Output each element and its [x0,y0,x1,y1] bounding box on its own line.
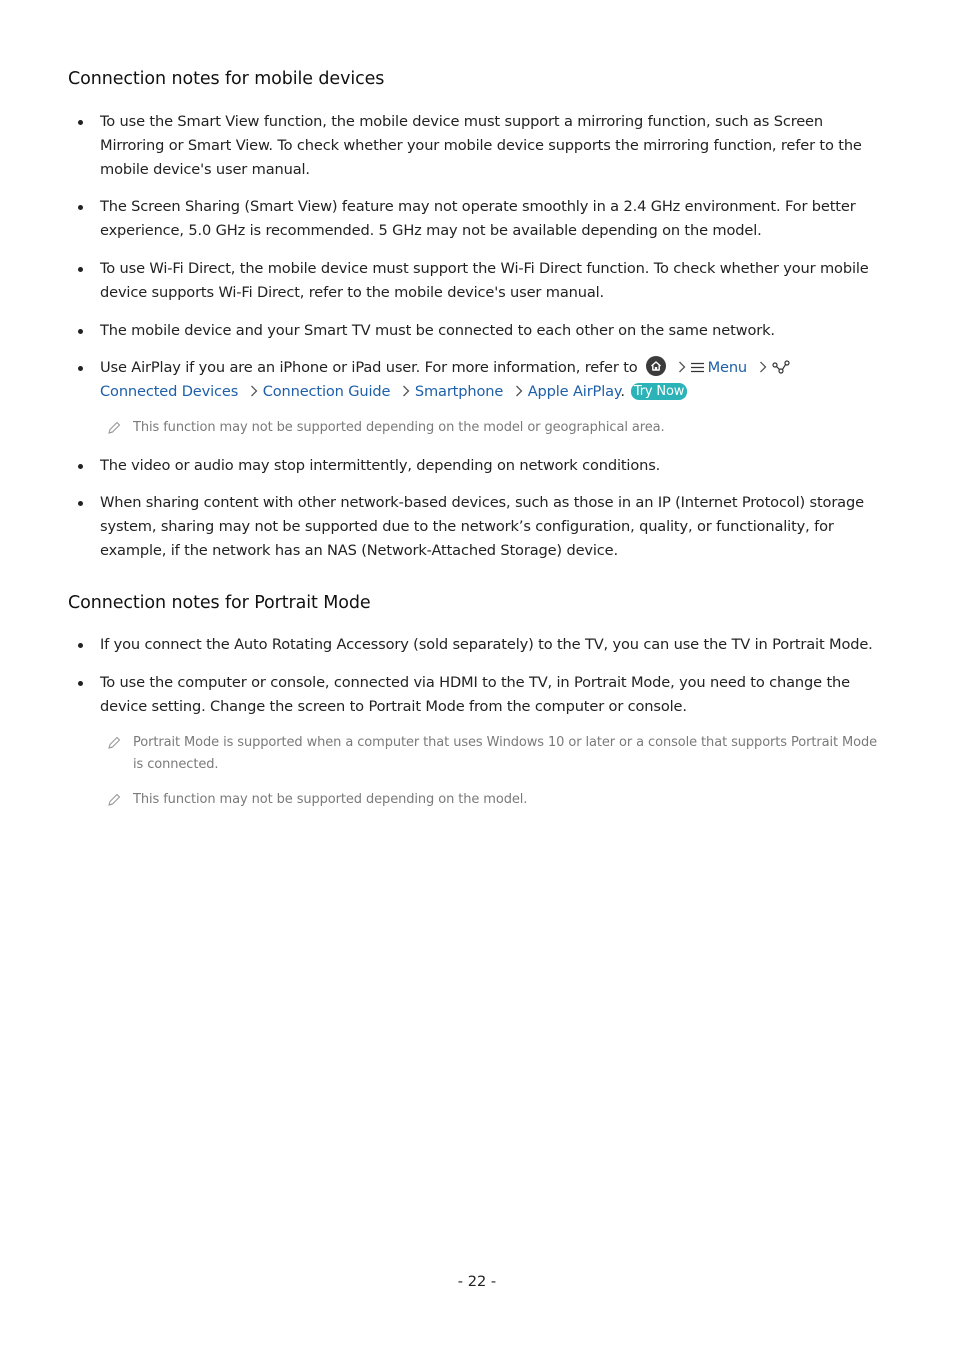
list-item: To use the computer or console, connected via HDMI to the TV, in Portrait Mode, you need to change the device setting. Change the screen to Portrait Mode from the computer or console. [100,671,878,719]
menu-link[interactable]: Menu [707,359,748,376]
list-item: To use Wi-Fi Direct, the mobile device must support the Wi-Fi Direct function. To check whether your mobile device supports Wi-Fi Direct, refer to the mobile device's user manual. [100,257,878,305]
bullet-dot [78,501,83,506]
chevron-right-icon [759,361,767,373]
apple-airplay-link[interactable]: Apple AirPlay [527,383,621,400]
chevron-right-icon [678,361,686,373]
note: This function may not be supported depending on the model. [133,789,878,811]
section-heading-portrait: Connection notes for Portrait Mode [68,593,371,613]
chevron-right-icon [402,385,410,397]
bullet-dot [78,366,83,371]
bullet-dot [78,205,83,210]
section-heading-mobile: Connection notes for mobile devices [68,69,385,89]
list-item: The mobile device and your Smart TV must be connected to each other on the same network. [100,319,878,343]
pencil-icon [107,793,121,807]
bullet-dot [78,464,83,469]
chevron-right-icon [250,385,258,397]
note: Portrait Mode is supported when a computer that uses Windows 10 or later or a console that supports Portrait Mode is connected. [133,732,878,776]
list-item: The video or audio may stop intermittently, depending on network conditions. [100,454,878,478]
list-item: To use the Smart View function, the mobile device must support a mirroring function, such as Screen Mirroring or Smart View. To check whether your mobile device supports the mirroring function, refer to the mobile device's user manual. [100,110,878,182]
list-item: When sharing content with other network-based devices, such as those in an IP (Internet Protocol) storage system, sharing may not be supported due to the network’s configuration, quality, or functionality, for example, if the network has an NAS (Network-Attached Storage) device. [100,491,878,563]
bullet-dot [78,329,83,334]
connection-guide-link[interactable]: Connection Guide [262,383,391,400]
bullet-dot [78,267,83,272]
bullet-dot [78,120,83,125]
bullet-dot [78,681,83,686]
try-now-button[interactable]: Try Now [631,383,687,400]
chevron-right-icon [515,385,523,397]
bullet-dot [78,643,83,648]
list-item: The Screen Sharing (Smart View) feature may not operate smoothly in a 2.4 GHz environment. For better experience, 5.0 GHz is recommended. 5 GHz may not be available depending on the model. [100,195,878,243]
note: This function may not be supported depending on the model or geographical area. [133,417,878,439]
list-item: If you connect the Auto Rotating Accessory (sold separately) to the TV, you can use the TV in Portrait Mode. [100,633,878,657]
pencil-icon [107,736,121,750]
home-icon [646,356,666,376]
list-item-airplay: Use AirPlay if you are an iPhone or iPad user. For more information, refer to Menu Connected Devices Connection Guide Smartphone Apple AirPlay. Try Now [100,356,850,404]
smartphone-link[interactable]: Smartphone [414,383,504,400]
menu-icon [691,362,704,373]
pencil-icon [107,421,121,435]
connected-devices-link[interactable]: Connected Devices [100,383,239,400]
connected-devices-icon [772,360,790,374]
page-number: - 22 - [457,1273,497,1290]
